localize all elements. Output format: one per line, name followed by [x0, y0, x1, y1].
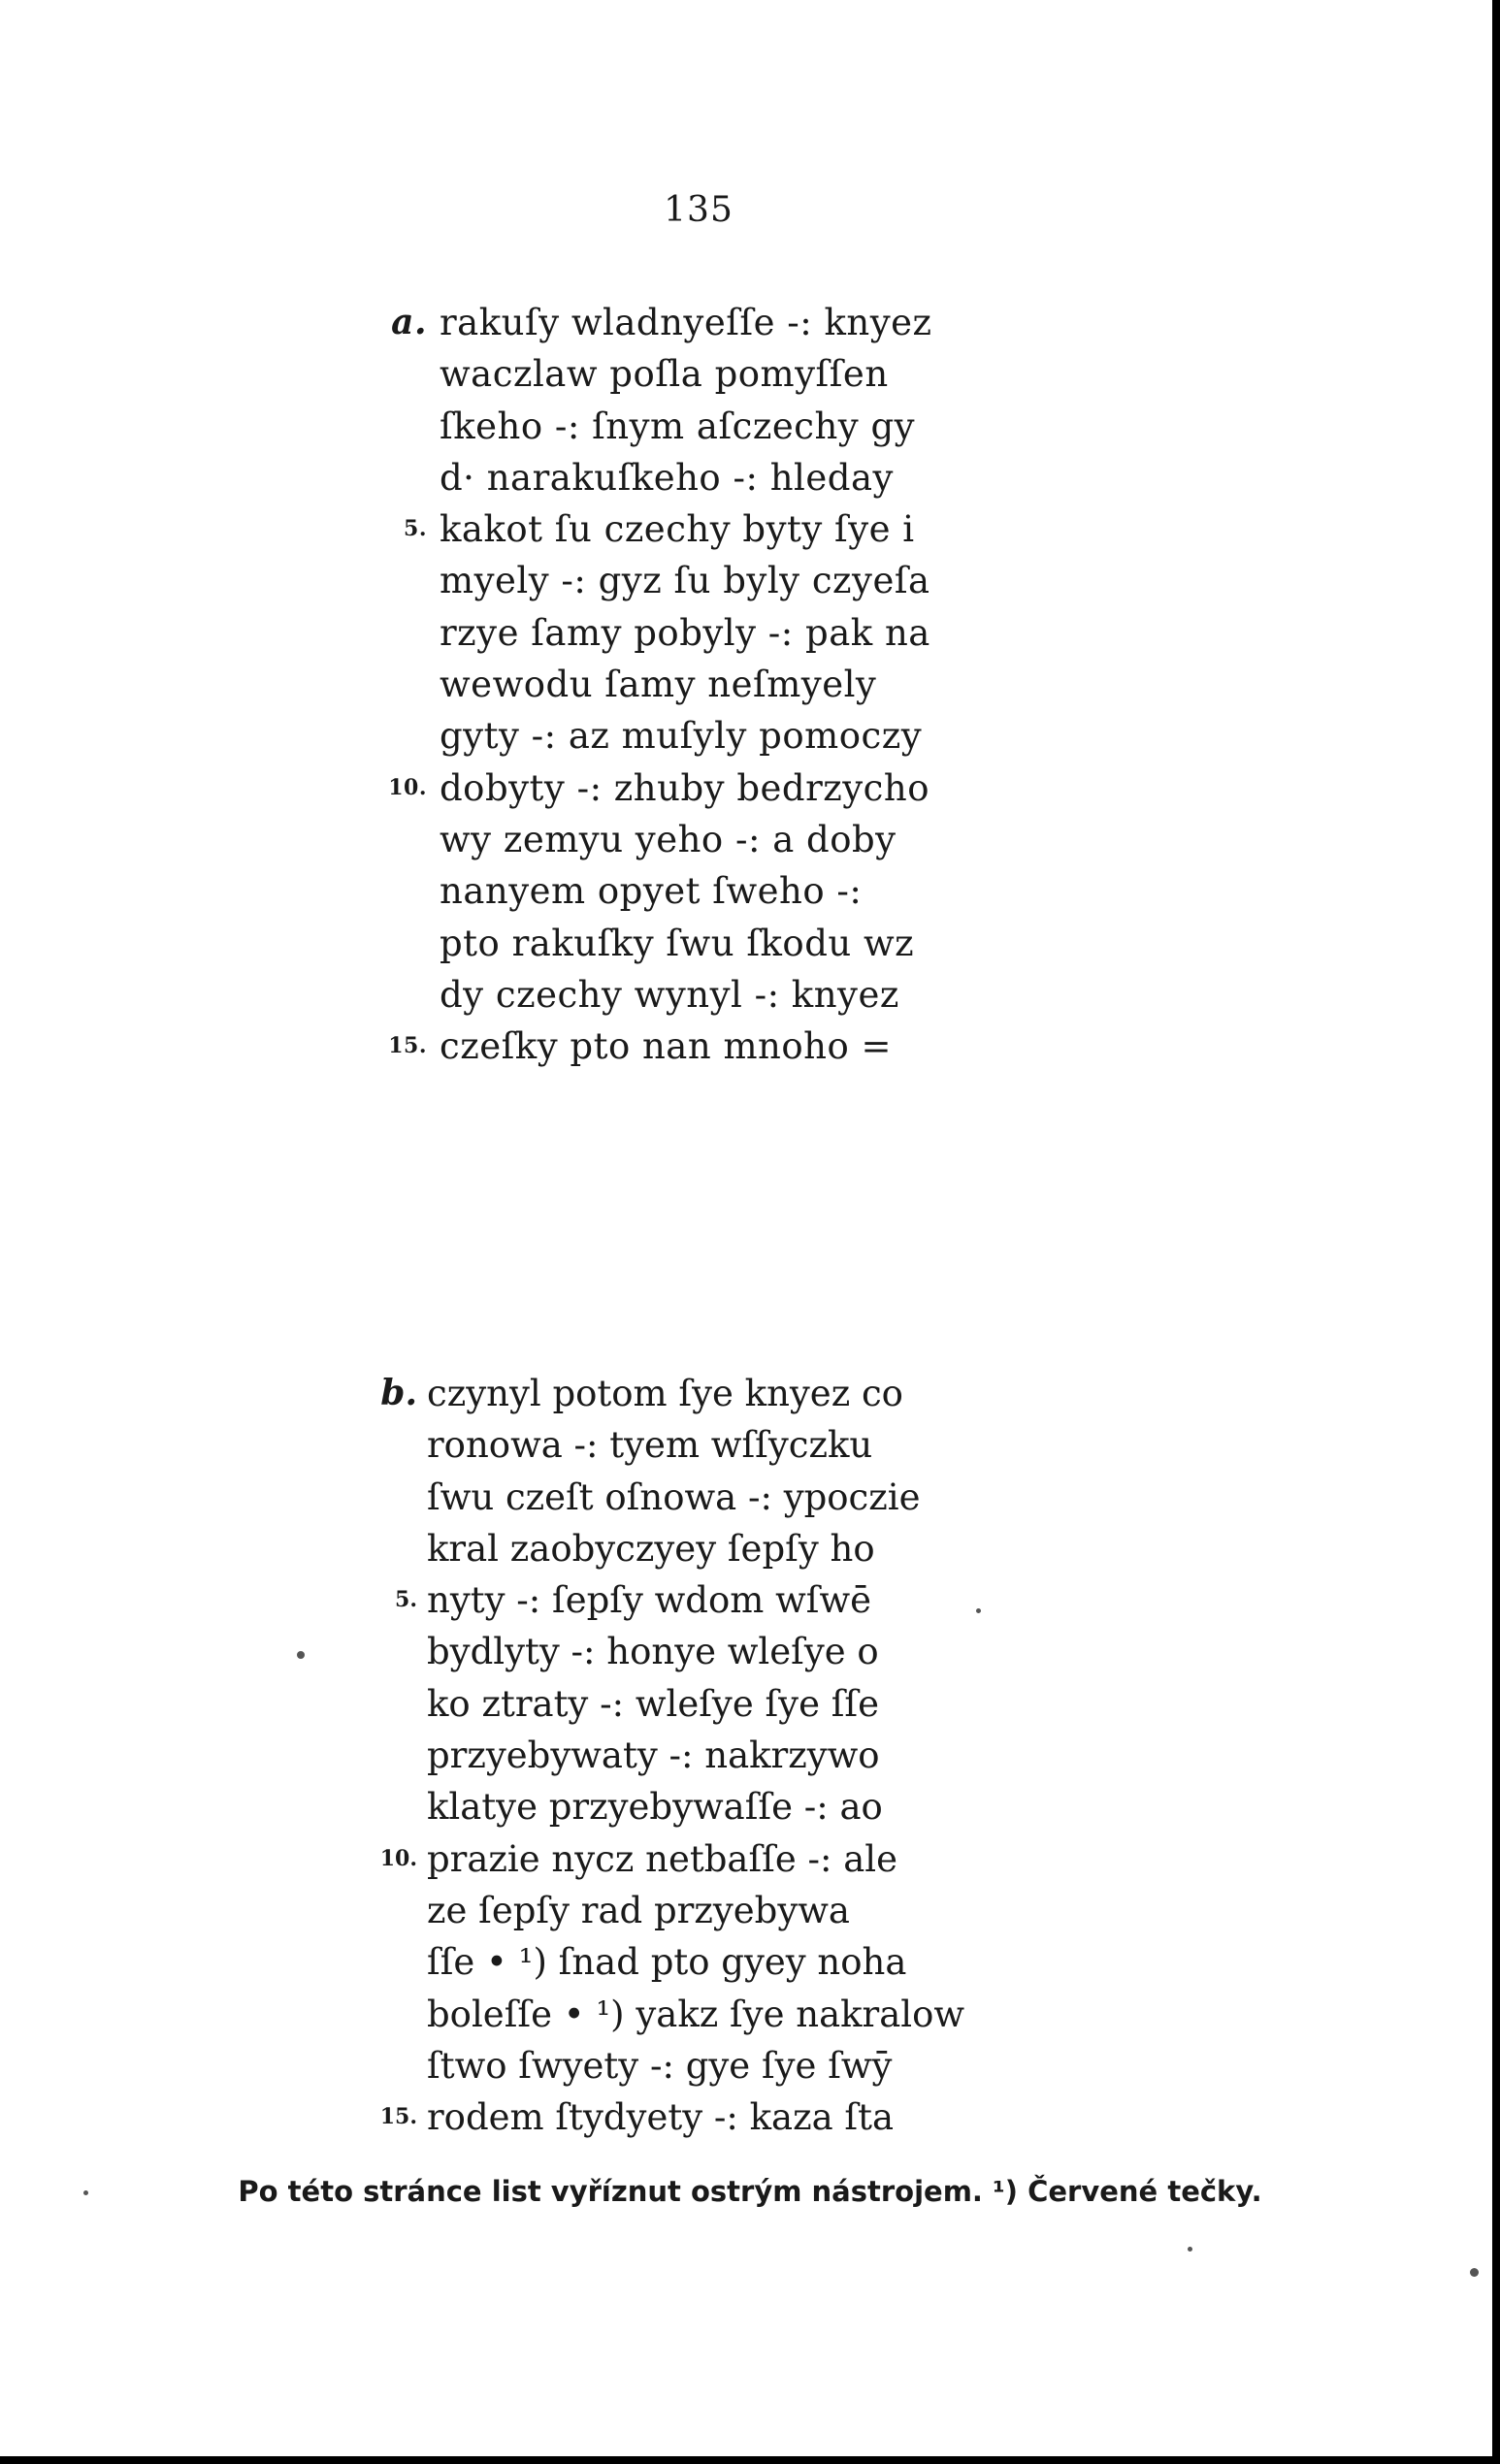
line-text: klatye przyebywaſſe -: ao [427, 1786, 883, 1829]
text-line [369, 2091, 964, 2143]
line-text: dy czechy wynyl -: knyez [440, 973, 899, 1016]
line-text: nyty -: ſepſy wdom wſwē [427, 1579, 872, 1622]
footnote: Po této stránce list vyříznut ostrým nástrojem. ¹) Červené tečky. [238, 2175, 1262, 2208]
line-text: ko ztraty -: wleſye ſye ſſe [427, 1682, 880, 1725]
scan-speck [297, 1651, 305, 1659]
text-line [378, 297, 932, 348]
line-text: kral zaobyczyey ſepſy ho [427, 1527, 875, 1570]
text-line [378, 659, 932, 710]
line-text: ſkeho -: ſnym aſczechy gy [440, 405, 916, 447]
line-text: nanyem opyet ſweho -: [440, 870, 863, 913]
line-text: ze ſepſy rad przyebywa [427, 1889, 850, 1931]
text-line [369, 1419, 964, 1471]
scan-speck [1470, 2268, 1479, 2277]
line-text: gyty -: az muſyly pomoczy [440, 715, 923, 758]
page-number: 135 [664, 190, 734, 230]
text-line [378, 503, 932, 555]
text-line [369, 1472, 964, 1523]
line-text: myely -: gyz ſu byly czyeſa [440, 560, 930, 602]
line-text: rodem ſtydyety -: kaza ſta [427, 2096, 895, 2139]
line-number: 5. [395, 1587, 417, 1613]
text-line [369, 1730, 964, 1781]
text-line [378, 401, 932, 452]
text-line [369, 1574, 964, 1626]
line-text: ſwu czeſt oſnowa -: ypoczie [427, 1475, 921, 1518]
text-line [378, 348, 932, 400]
line-text: przyebywaty -: nakrzywo [427, 1735, 880, 1777]
text-line [369, 1989, 964, 2040]
line-number: 15. [379, 2104, 417, 2130]
line-number: 15. [388, 1033, 427, 1059]
scan-speck [1188, 2247, 1192, 2252]
text-line [369, 1781, 964, 1832]
line-text: waczlaw poſla pomyſſen [440, 353, 889, 396]
text-line [369, 1833, 964, 1885]
scan-speck [976, 1608, 981, 1613]
text-line [378, 814, 932, 865]
text-line [378, 1021, 932, 1072]
line-text: kakot ſu czechy byty ſye i [440, 508, 915, 551]
text-line [378, 607, 932, 659]
section-a [378, 297, 932, 1072]
line-text: ſſe • ¹) ſnad pto gyey noha [427, 1941, 907, 1984]
line-number: 10. [388, 774, 427, 800]
text-line [378, 555, 932, 606]
text-line [378, 710, 932, 762]
line-text: ronowa -: tyem wſſyczku [427, 1424, 873, 1467]
line-text: wewodu ſamy neſmyely [440, 664, 877, 706]
text-line [369, 1678, 964, 1730]
text-line [369, 1885, 964, 1936]
line-text: boleſſe • ¹) yakz ſye nakralow [427, 1993, 965, 2035]
line-text: czeſky pto nan mnoho = [440, 1025, 893, 1068]
line-number: 5. [404, 516, 427, 542]
text-line [369, 1368, 964, 1419]
line-text: bydlyty -: honye wleſye o [427, 1631, 879, 1673]
text-line [378, 969, 932, 1021]
text-line [369, 2040, 964, 2091]
scan-speck [83, 2190, 88, 2195]
text-line [378, 865, 932, 917]
section-label: a. [391, 302, 427, 342]
text-line [378, 452, 932, 503]
line-text: pto rakuſky ſwu ſkodu wz [440, 922, 915, 964]
line-text: ſtwo ſwyety -: gye ſye ſwȳ [427, 2044, 893, 2087]
section-b [369, 1368, 964, 2143]
line-text: rakuſy wladnyeſſe -: knyez [440, 302, 932, 343]
text-line [369, 1936, 964, 1988]
line-text: prazie nycz netbaſſe -: ale [427, 1837, 898, 1880]
section-label: b. [380, 1373, 417, 1413]
line-text: d· narakuſkeho -: hleday [440, 456, 894, 499]
line-text: czynyl potom ſye knyez co [427, 1373, 903, 1414]
text-line [378, 762, 932, 814]
line-text: dobyty -: zhuby bedrzycho [440, 766, 929, 809]
line-number: 10. [379, 1845, 417, 1871]
text-line [369, 1626, 964, 1677]
line-text: rzye ſamy pobyly -: pak na [440, 611, 930, 654]
text-line [369, 1523, 964, 1574]
text-line [378, 918, 932, 969]
line-text: wy zemyu yeho -: a doby [440, 818, 897, 860]
